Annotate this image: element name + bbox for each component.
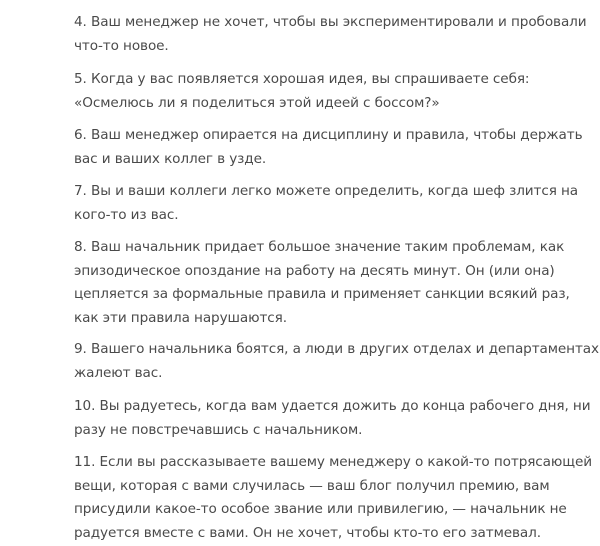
list-item-9 (74, 338, 599, 385)
text-line: вещи, которая с вами случилась — ваш блог получил премию, вам (74, 477, 550, 494)
text-line: 10. Вы радуетесь, когда вам удается дожить до конца рабочего дня, ни (74, 398, 591, 414)
text-line: жалеют вас. (74, 364, 163, 381)
text-line: 5. Когда у вас появляется хорошая идея, вы спрашиваете себя: (74, 71, 530, 87)
text-line: эпизодическое опоздание на работу на десять минут. Он (или она) (74, 262, 555, 279)
list-item-7 (74, 180, 578, 227)
text-line: вас и ваших коллег в узде. (74, 150, 267, 167)
text-line: 7. Вы и ваши коллеги легко можете определить, когда шеф злится на (74, 183, 579, 199)
text-line: разу не повстречавшись с начальником. (74, 421, 363, 438)
list-item-8 (74, 236, 570, 330)
text-line: что-то новое. (74, 37, 169, 54)
text-line: 4. Ваш менеджер не хочет, чтобы вы экспериментировали и пробовали (74, 14, 587, 30)
list-item-4 (74, 11, 587, 58)
list-item-10 (74, 395, 590, 442)
text-line: «Осмелюсь ли я поделиться этой идеей с боссом?» (74, 94, 440, 111)
text-line: цепляется за формальные правила и применяет санкции всякий раз, (74, 286, 570, 302)
text-line: кого-то из вас. (74, 206, 179, 223)
text-line: 8. Ваш начальник придает большое значение таким проблемам, как (74, 239, 565, 255)
text-line: 11. Если вы рассказываете вашему менеджеру о какой-то потрясающей (74, 454, 592, 470)
list-item-6 (74, 124, 583, 171)
text-line: присудили какое-то особое звание или привилегию, — начальник не (74, 501, 567, 517)
text-line: 9. Вашего начальника боятся, а люди в других отделах и департаментах (74, 341, 599, 357)
text-line: 6. Ваш менеджер опирается на дисциплину и правила, чтобы держать (74, 127, 583, 143)
list-item-11 (74, 451, 592, 545)
text-line: как эти правила нарушаются. (74, 309, 287, 326)
text-line: радуется вместе с вами. Он не хочет, чтобы кто-то его затмевал. (74, 524, 541, 541)
list-item-5 (74, 68, 529, 115)
